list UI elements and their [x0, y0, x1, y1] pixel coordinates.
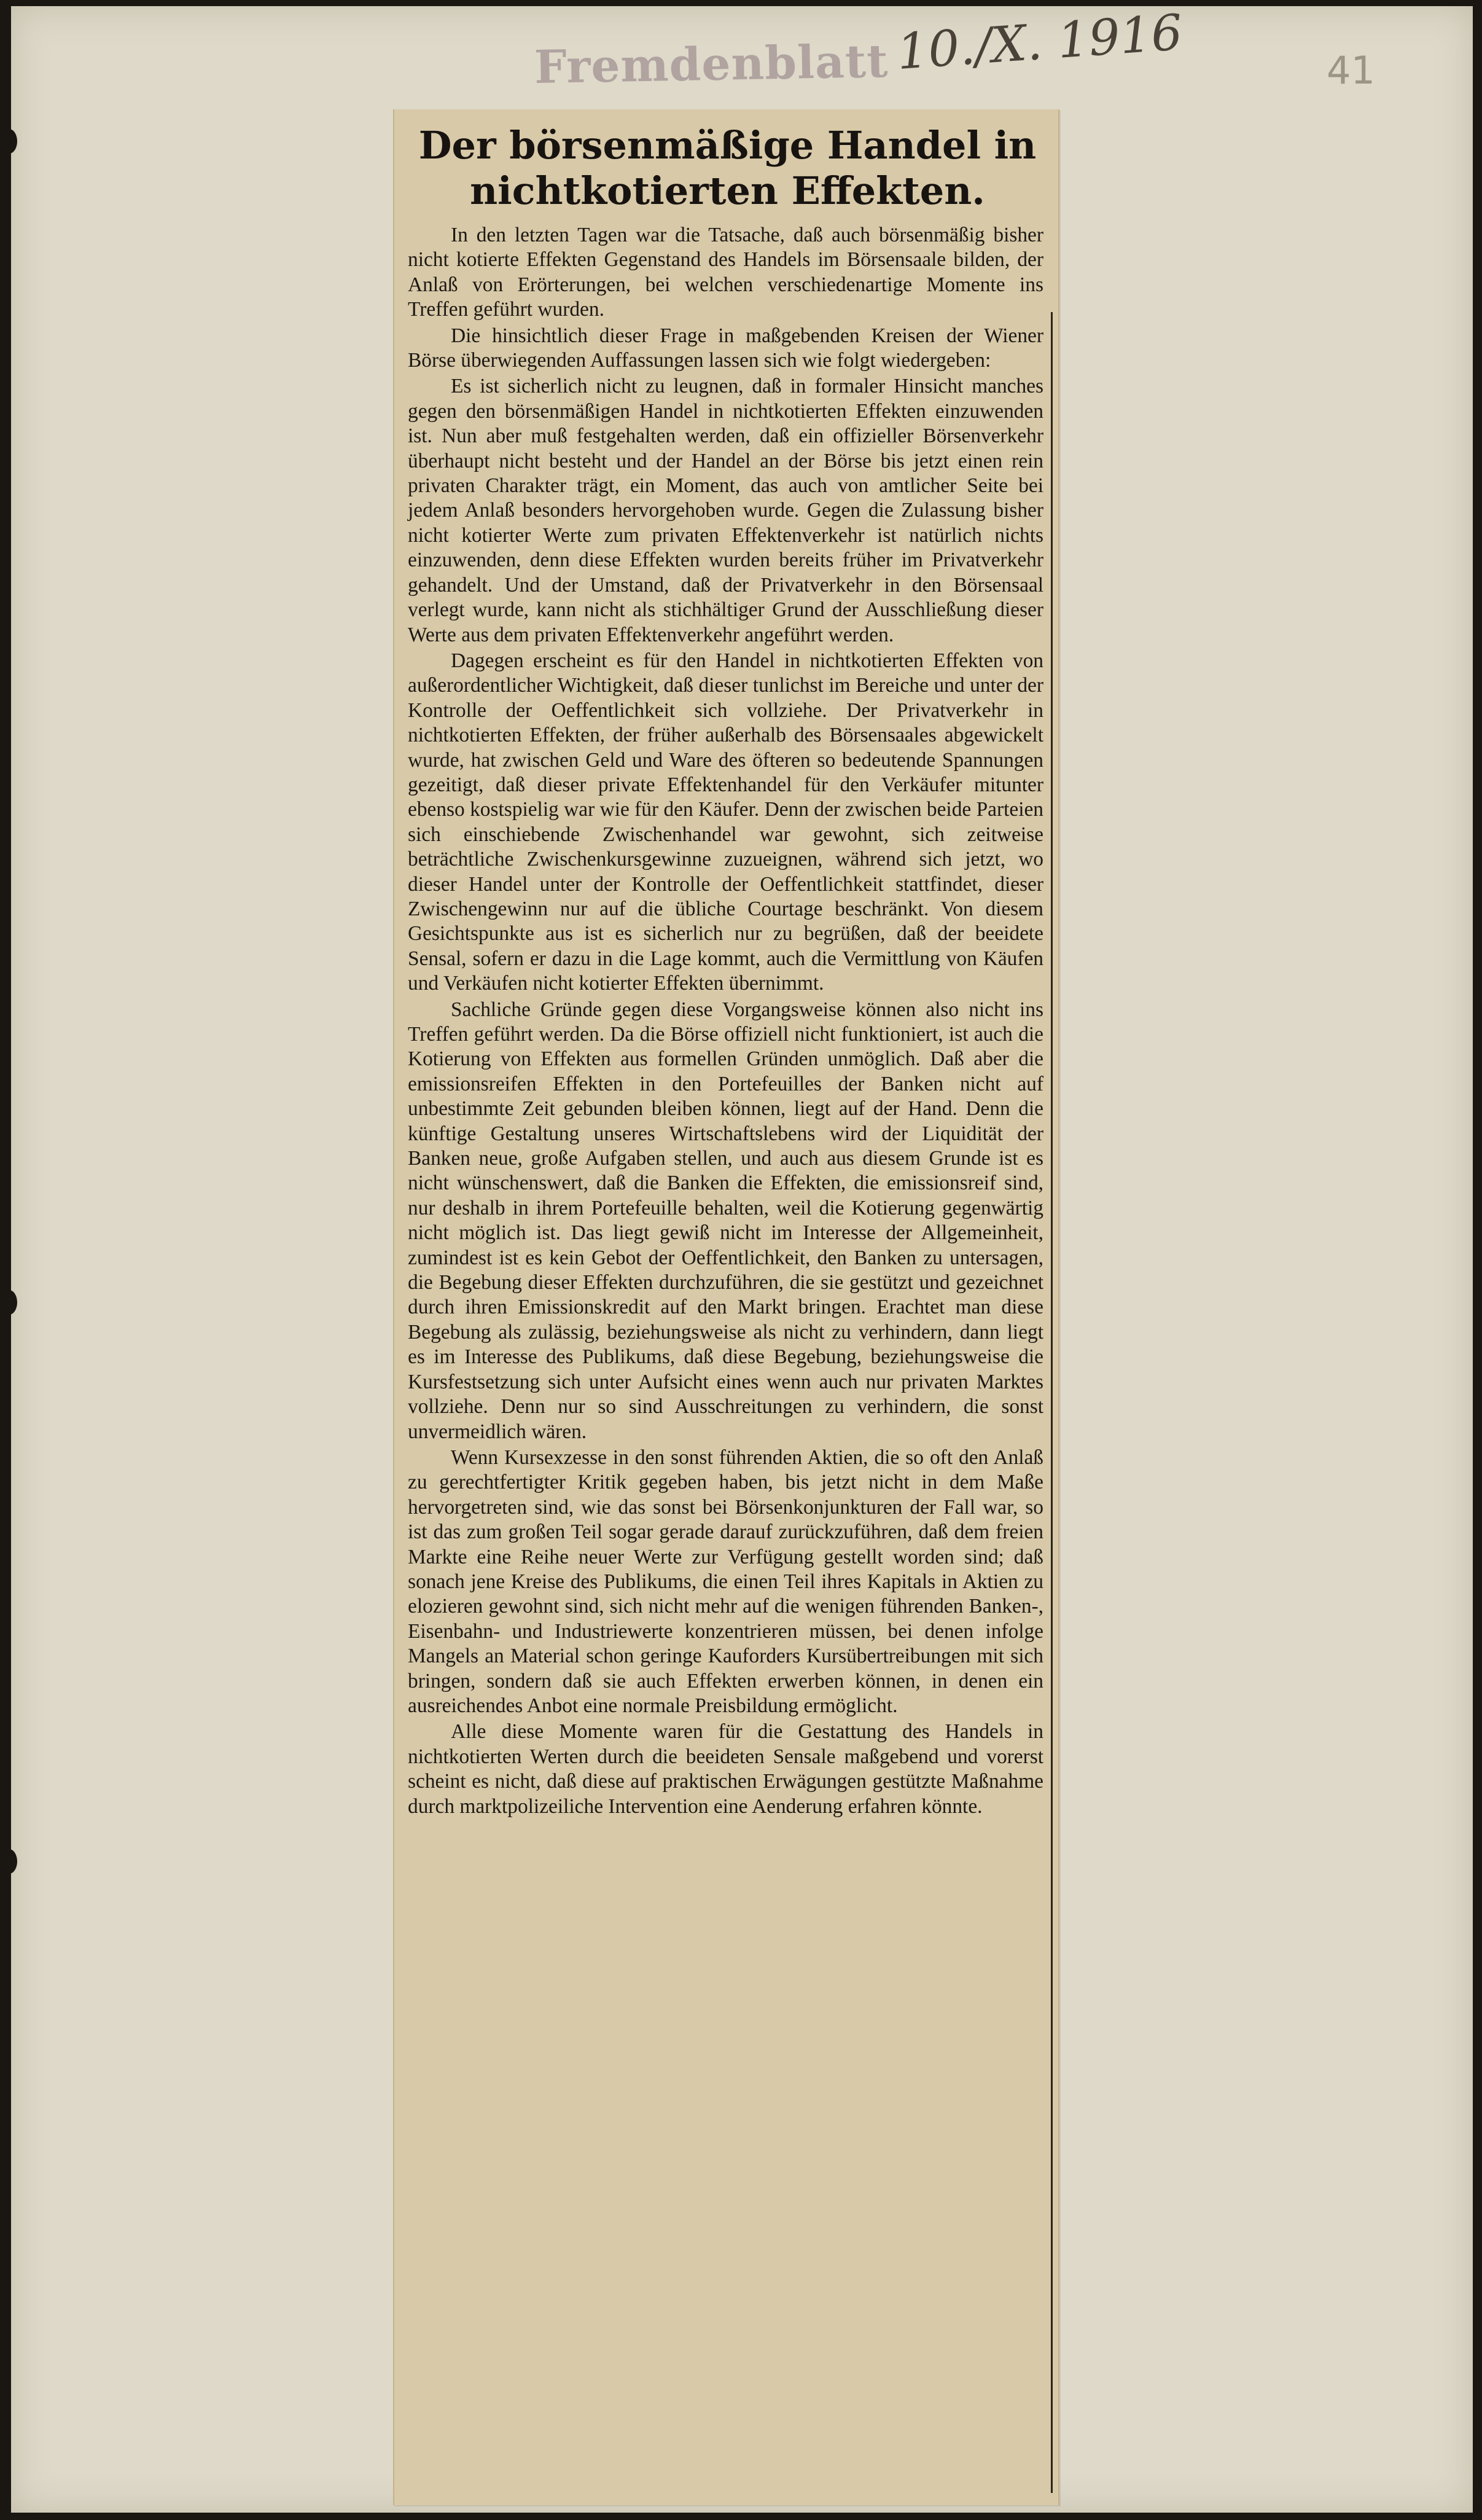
- column-rule: [1051, 312, 1053, 2493]
- punch-hole: [1, 1849, 17, 1874]
- newspaper-stamp: Fremdenblatt: [534, 34, 889, 95]
- article-paragraph: In den letzten Tagen war die Tatsache, daß auch börsenmäßig bisher nicht kotierte Effekten Gegenstand des Handels im Börsensaale bilden, der Anlaß von Erörterungen, bei welchen verschiedenartige Momente ins Treffen geführt wurden.: [408, 224, 1043, 321]
- article-paragraph: Dagegen erscheint es für den Handel in nichtkotierten Effekten von außerordentlicher Wichtigkeit, daß dieser tunlichst im Bereiche und unter der Kontrolle der Oeffentlichkeit sich vollziehe. Der Privatverkehr in nichtkotierten Effekten, der früher außerhalb des Börsensaales abgewickelt wurde, hat zwischen Geld und Ware des öfteren so bedeutende Spannungen gezeitigt, daß dieser private Effektenhandel für den Verkäufer mitunter ebenso kostspielig war wie für den Käufer. Denn der zwischen beide Parteien sich einschiebende Zwischenhandel war gewohnt, sich zeitweise beträchtliche Zwischenkursgewinne zuzueignen, während sich jetzt, wo dieser Handel unter der Kontrolle der Oeffentlichkeit stattfindet, dieser Zwischengewinn nur auf die übliche Courtage beschränkt. Von diesem Gesichtspunkte aus ist es sicherlich nur zu begrüßen, daß der beeidete Sensal, sofern er dazu in die Lage kommt, auch die Vermittlung von Käufen und Verkäufen nicht kotierter Effekten übernimmt.: [408, 649, 1043, 995]
- article-body: [408, 223, 1043, 1819]
- article-paragraph: Die hinsichtlich dieser Frage in maßgebenden Kreisen der Wiener Börse überwiegenden Auffassungen lassen sich wie folgt wiedergeben:: [408, 324, 1043, 372]
- punch-hole: [1, 1290, 17, 1315]
- article-paragraph: Es ist sicherlich nicht zu leugnen, daß in formaler Hinsicht manches gegen den börsenmäßigen Handel in nichtkotierten Effekten einzuwenden ist. Nun aber muß festgehalten werden, daß ein offizieller Börsenverkehr überhaupt nicht besteht und der Handel an der Börse bis jetzt einen rein privaten Charakter trägt, ein Moment, das auch von amtlicher Seite bei jedem Anlaß besonders hervorgehoben wurde. Gegen die Zulassung bisher nicht kotierter Werte zum privaten Effektenverkehr ist natürlich nichts einzuwenden, denn diese Effekten wurden bereits früher im Privatverkehr gehandelt. Und der Umstand, daß der Privatverkehr in den Börsensaal verlegt wurde, kann nicht als stichhältiger Grund der Ausschließung dieser Werte aus dem privaten Effektenverkehr angeführt werden.: [408, 375, 1043, 646]
- article-paragraph: Alle diese Momente waren für die Gestattung des Handels in nichtkotierten Werten durch die beeideten Sensale maßgebend und vorerst scheint es nicht, daß diese auf praktischen Erwägungen gestützte Maßnahme durch marktpolizeiliche Intervention eine Aenderung erfahren könnte.: [408, 1720, 1043, 1818]
- article-title: Der börsenmäßige Handel in nichtkotierten Effekten.: [418, 123, 1037, 213]
- newspaper-clipping: [393, 109, 1059, 2505]
- punch-hole: [1, 129, 17, 154]
- article-paragraph: Sachliche Gründe gegen diese Vorgangsweise können also nicht ins Treffen geführt werden. Da die Börse offiziell nicht funktioniert, ist auch die Kotierung von Effekten aus formellen Gründen unmöglich. Daß aber die emissionsreifen Effekten in den Portefeuilles der Banken nicht auf unbestimmte Zeit gebunden bleiben können, liegt auf der Hand. Denn die künftige Gestaltung unseres Wirtschaftslebens wird der Liquidität der Banken neue, große Aufgaben stellen, und auch aus diesem Grunde ist es nicht wünschenswert, daß die Banken die Effekten, die emissionsreif sind, nur deshalb in ihrem Portefeuille behalten, weil die Kotierung gegenwärtig nicht möglich ist. Das liegt gewiß nicht im Interesse der Allgemeinheit, zumindest ist es kein Gebot der Oeffentlichkeit, den Banken zu untersagen, die Begebung dieser Effekten durchzuführen, die sie gestützt und gezeichnet durch ihren Emissionskredit auf den Markt bringen. Erachtet man diese Begebung als zulässig, beziehungsweise als nicht zu verhindern, dann liegt es im Interesse des Publikums, daß diese Begebung, beziehungsweise die Kursfestsetzung sich unter Aufsicht eines wenn auch nur privaten Marktes vollziehe. Denn nur so sind Ausschreitungen zu verhindern, die sonst unvermeidlich wären.: [408, 998, 1043, 1443]
- page-number: 41: [1327, 48, 1375, 93]
- article-paragraph: Wenn Kursexzesse in den sonst führenden Aktien, die so oft den Anlaß zu gerechtfertigter Kritik gegeben haben, bis jetzt nicht in dem Maße hervorgetreten sind, wie das sonst bei Börsenkonjunkturen der Fall war, so ist das zum großen Teil sogar gerade darauf zurückzuführen, daß dem freien Markte eine Reihe neuer Werte zur Verfügung gestellt worden sind; daß sonach jene Kreise des Publikums, die einen Teil ihres Kapitals in Aktien zu elozieren gewohnt sind, sich nicht mehr auf die wenigen führenden Banken-, Eisenbahn- und Industriewerte konzentrieren müssen, bei denen infolge Mangels an Material schon geringe Kauforders Kursübertreibungen mit sich bringen, sondern daß sie auch Effekten erwerben können, in denen ein ausreichendes Anbot eine normale Preisbildung ermöglicht.: [408, 1446, 1043, 1717]
- handwritten-date: 10./X. 1916: [895, 3, 1185, 81]
